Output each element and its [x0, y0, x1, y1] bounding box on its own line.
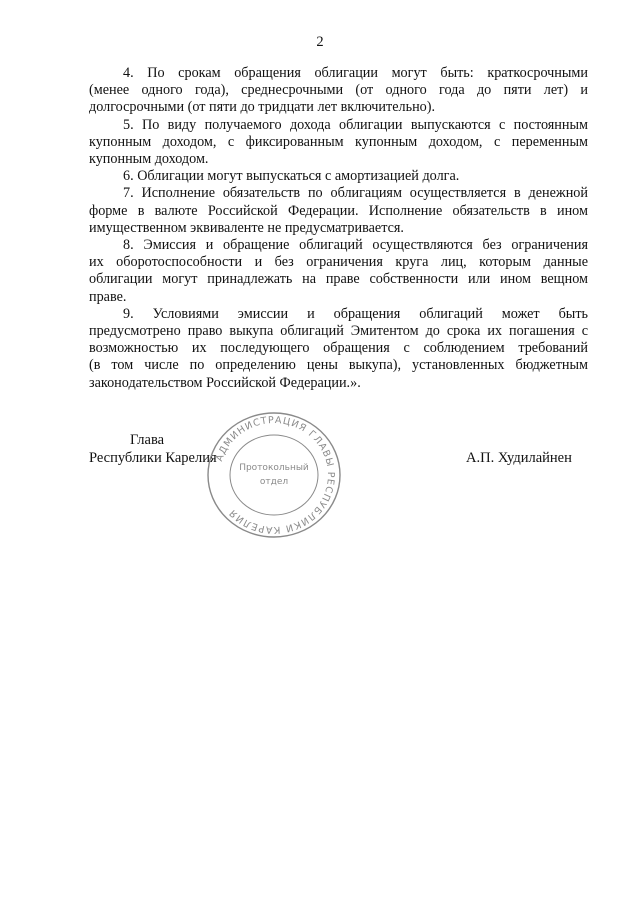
text-line: 7. Исполнение обязательств по облигациям осуществляется в денежной: [123, 185, 588, 202]
seal-center-text: отдел: [259, 477, 289, 487]
page-number: 2: [316, 34, 324, 50]
text-line: праве.: [89, 288, 127, 305]
signatory-name: А.П. Худилайнен: [466, 450, 572, 466]
paragraph: [89, 117, 588, 169]
paragraph: [89, 168, 588, 185]
text-line: (в том числе по определению цены выкупа), установленных бюджетным: [89, 357, 588, 374]
text-line: 9. Условиями эмиссии и обращения облигаций может быть: [123, 305, 588, 322]
text-line: законодательством Российской Федерации.».: [89, 374, 361, 391]
text-line: купонным доходом.: [89, 151, 209, 168]
paragraph: [89, 237, 588, 306]
text-line: долгосрочными (от пяти до тридцати лет включительно).: [89, 99, 436, 116]
text-line: возможностью их последующего обращения с соблюдением требований: [89, 340, 588, 357]
official-seal-stamp: [204, 410, 344, 540]
paragraph: [89, 306, 588, 392]
text-line: имущественном эквиваленте не предусматривается.: [89, 219, 404, 236]
text-line: купонным доходом, с фиксированным купонным доходом, с переменным: [89, 133, 588, 150]
text-line: (менее одного года), среднесрочными (от одного года до пяти лет) и: [89, 82, 588, 99]
text-line: 6. Облигации могут выпускаться с амортизацией долга.: [123, 168, 460, 185]
document-body: [89, 65, 588, 392]
text-line: 5. По виду получаемого дохода облигации выпускаются с постоянным: [123, 116, 588, 133]
text-line: форме в валюте Российской Федерации. Исполнение обязательств в ином: [89, 202, 588, 219]
text-line: 8. Эмиссия и обращение облигаций осуществляются без ограничения: [123, 237, 588, 254]
signatory-region: Республики Карелия: [89, 450, 217, 466]
text-line: их оборотоспособности и без ограничения круга лиц, которым данные: [89, 254, 588, 271]
text-line: предусмотрено право выкупа облигаций Эмитентом до срока их погашения с: [89, 323, 588, 340]
text-line: 4. По срокам обращения облигации могут быть: краткосрочными: [123, 65, 588, 81]
text-line: облигации могут принадлежать на праве собственности или ином вещном: [89, 271, 588, 288]
seal-ring-text: АДМИНИСТРАЦИЯ ГЛАВЫ РЕСПУБЛИКИ КАРЕЛИЯ: [214, 414, 337, 536]
seal-center-text: Протокольный: [239, 463, 309, 473]
signatory-title: Глава: [130, 432, 165, 448]
paragraph: [89, 65, 588, 117]
paragraph: [89, 185, 588, 237]
